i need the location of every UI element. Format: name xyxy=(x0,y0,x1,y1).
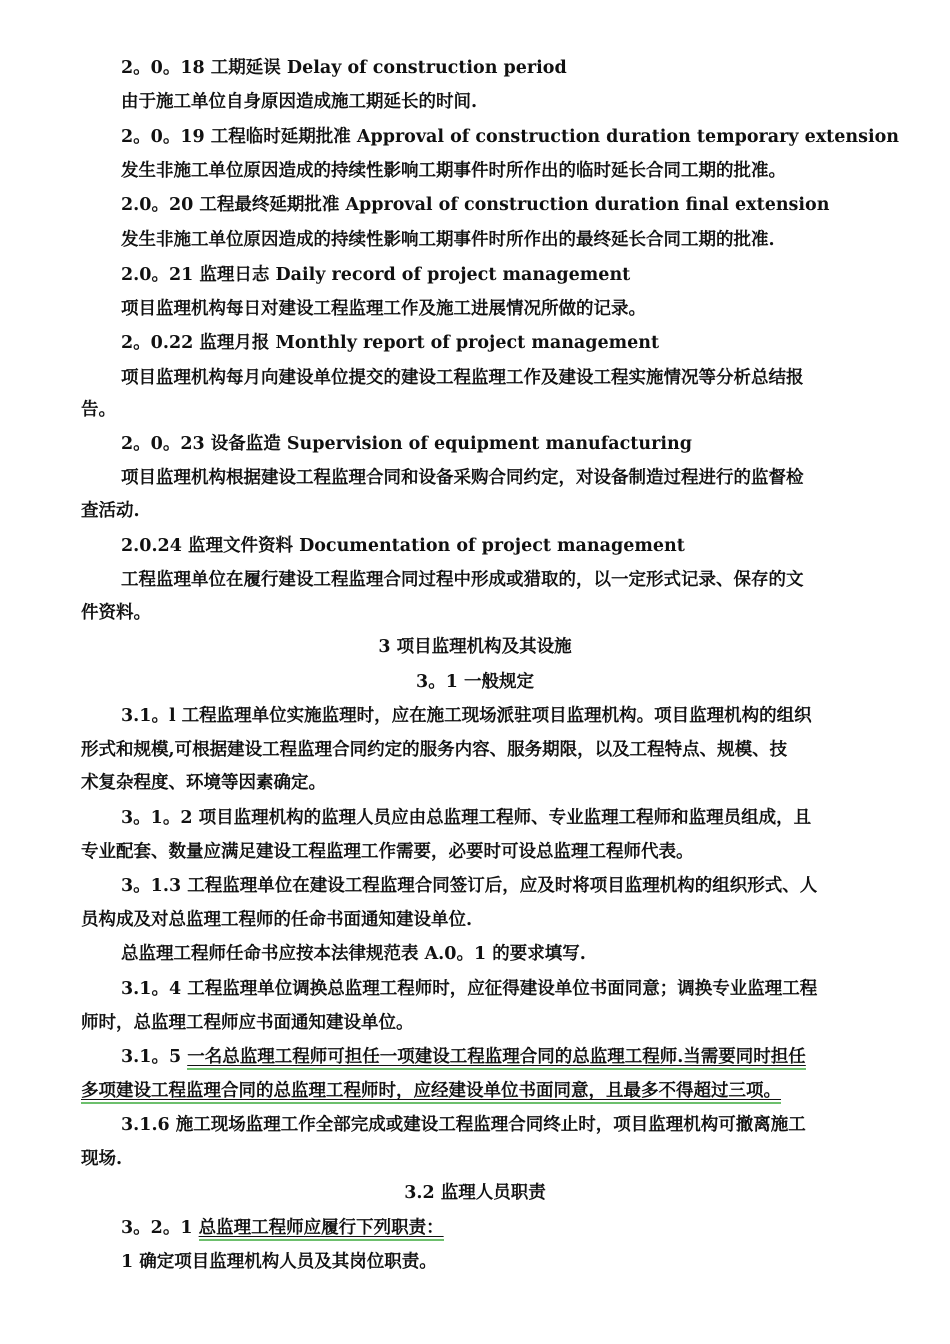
clause-3-1-4-cont: 师时，总监理工程师应书面通知建设单位。 xyxy=(81,1013,414,1033)
clause-3-1-3-cont: 员构成及对总监理工程师的任命书面通知建设单位. xyxy=(81,910,473,930)
term-2-0-23-definition: 项目监理机构根据建设工程监理合同和设备采购合同约定，对设备制造过程进行的监督检 xyxy=(121,468,804,488)
term-2-0-22-definition: 项目监理机构每月向建设单位提交的建设工程监理工作及建设工程实施情况等分析总结报 xyxy=(121,368,804,388)
clause-3-1-5-cont xyxy=(81,1080,781,1102)
clause-3-1-1-cont-2: 术复杂程度、环境等因素确定。 xyxy=(81,773,326,793)
section-3-2-title: 3.2 监理人员职责 xyxy=(404,1183,546,1203)
clause-3-2-1-tracked-text: 总监理工程师应履行下列职责： xyxy=(199,1218,444,1241)
section-3-1-title: 3。1 一般规定 xyxy=(416,672,534,692)
clause-3-1-5-tracked-text-cont: 多项建设工程监理合同的总监理工程师时，应经建设单位书面同意，且最多不得超过三项。 xyxy=(81,1081,781,1104)
term-2-0-20-definition: 发生非施工单位原因造成的持续性影响工期事件时所作出的最终延长合同工期的批准. xyxy=(121,230,775,250)
term-2-0-19-definition: 发生非施工单位原因造成的持续性影响工期事件时所作出的临时延长合同工期的批准。 xyxy=(121,161,786,181)
clause-3-1-6-cont: 现场. xyxy=(81,1149,123,1169)
clause-3-1-2-cont: 专业配套、数量应满足建设工程监理工作需要，必要时可设总监理工程师代表。 xyxy=(81,842,694,862)
clause-3-2-1-number: 3。2。1 xyxy=(121,1218,199,1238)
term-2-0-23-definition-cont: 查活动. xyxy=(81,501,140,521)
term-2-0-20-heading: 2.0。20 工程最终延期批准 Approval of construction duration final extension xyxy=(121,195,830,215)
term-2-0-22-heading: 2。0.22 监理月报 Monthly report of project management xyxy=(121,333,660,353)
term-2-0-18-definition: 由于施工单位自身原因造成施工期延长的时间. xyxy=(121,92,478,112)
clause-3-1-2: 3。1。2 项目监理机构的监理人员应由总监理工程师、专业监理工程师和监理员组成，且 xyxy=(121,808,812,828)
clause-3-1-5-tracked-text: 一名总监理工程师可担任一项建设工程监理合同的总监理工程师.当需要同时担任 xyxy=(187,1047,806,1070)
clause-3-1-3-note: 总监理工程师任命书应按本法律规范表 A.0。1 的要求填写. xyxy=(121,944,586,964)
term-2-0-24-heading: 2.0.24 监理文件资料 Documentation of project management xyxy=(121,536,685,556)
term-2-0-24-definition-cont: 件资料。 xyxy=(81,603,151,623)
term-2-0-24-definition: 工程监理单位在履行建设工程监理合同过程中形成或猎取的，以一定形式记录、保存的文 xyxy=(121,570,804,590)
chapter-3-title: 3 项目监理机构及其设施 xyxy=(378,637,572,657)
term-2-0-21-definition: 项目监理机构每日对建设工程监理工作及施工进展情况所做的记录。 xyxy=(121,299,646,319)
term-2-0-19-heading: 2。0。19 工程临时延期批准 Approval of construction duration temporary extension xyxy=(121,127,900,147)
clause-3-1-4: 3.1。4 工程监理单位调换总监理工程师时，应征得建设单位书面同意；调换专业监理工程 xyxy=(121,979,818,999)
clause-3-1-6: 3.1.6 施工现场监理工作全部完成或建设工程监理合同终止时，项目监理机构可撤离施工 xyxy=(121,1115,806,1135)
clause-3-1-1-cont-1: 形式和规模,可根据建设工程监理合同约定的服务内容、服务期限，以及工程特点、规模、技 xyxy=(81,740,788,760)
term-2-0-18-heading: 2。0。18 工期延误 Delay of construction period xyxy=(121,58,567,78)
clause-3-2-1-item-1: 1 确定项目监理机构人员及其岗位职责。 xyxy=(121,1252,437,1272)
clause-3-2-1 xyxy=(121,1217,444,1239)
term-2-0-22-definition-cont: 告。 xyxy=(81,400,116,420)
clause-3-1-5-number: 3.1。5 xyxy=(121,1047,188,1067)
term-2-0-21-heading: 2.0。21 监理日志 Daily record of project management xyxy=(121,265,631,285)
term-2-0-23-heading: 2。0。23 设备监造 Supervision of equipment manufacturing xyxy=(121,434,692,454)
clause-3-1-1: 3.1。l 工程监理单位实施监理时，应在施工现场派驻项目监理机构。项目监理机构的组织 xyxy=(121,706,812,726)
clause-3-1-5 xyxy=(121,1046,806,1068)
clause-3-1-3: 3。1.3 工程监理单位在建设工程监理合同签订后，应及时将项目监理机构的组织形式、人 xyxy=(121,876,818,896)
